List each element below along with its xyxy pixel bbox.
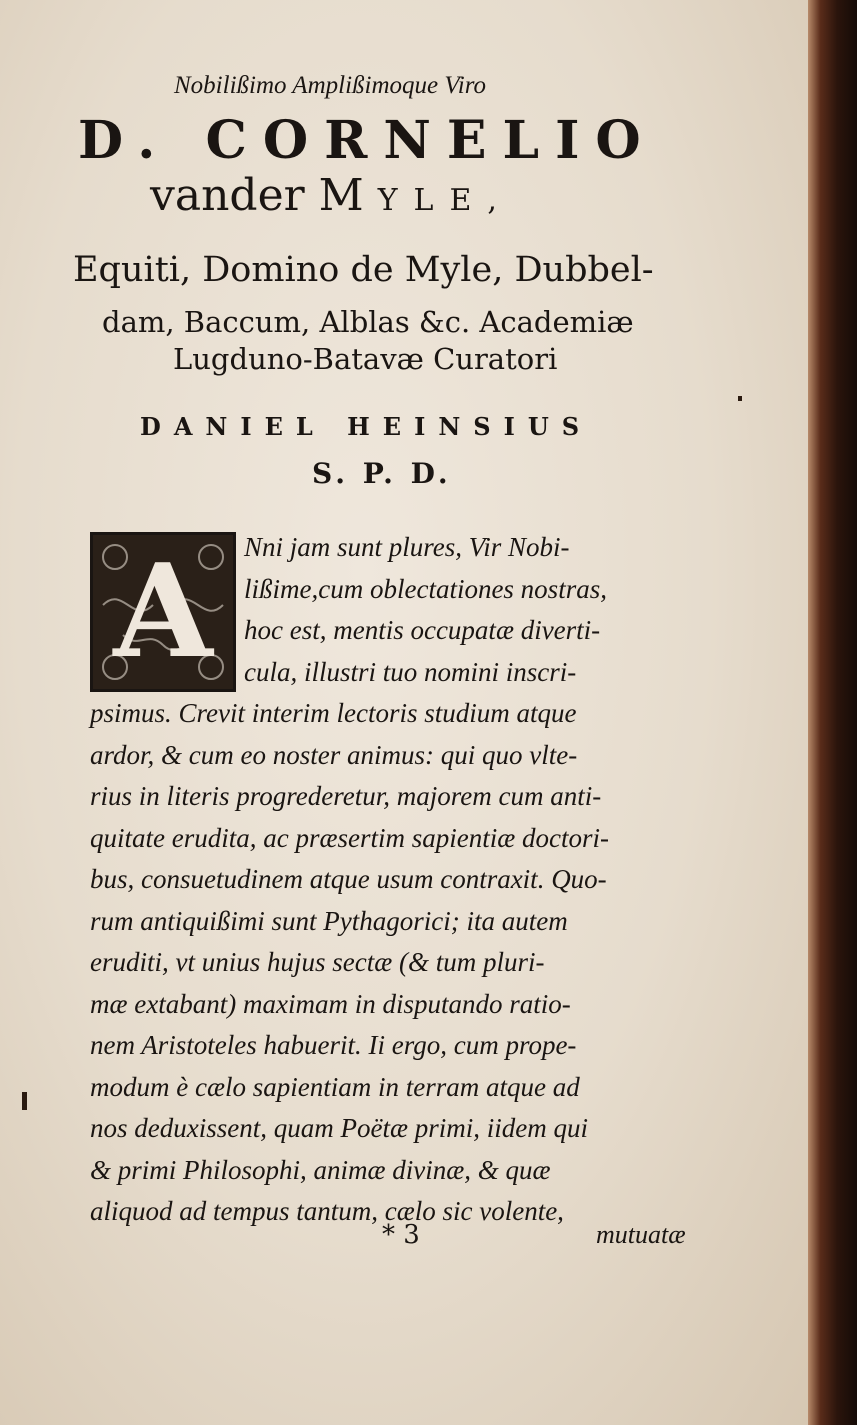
body-line-6: ardor, & cum eo noster animus: qui quo vlte-: [90, 740, 578, 770]
body-line-10: rum antiquißimi sunt Pythagorici; ita autem: [90, 906, 568, 936]
name-line-2-caps: YLE,: [377, 183, 513, 218]
body-line-3: hoc est, mentis occupatæ diverti-: [244, 615, 601, 645]
body-line-12: mæ extabant) maximam in disputando ratio-: [90, 989, 571, 1019]
body-line-17: aliquod ad tempus tantum, cælo sic volente,: [90, 1196, 564, 1226]
book-gutter: [808, 0, 857, 1425]
name-line-2: [150, 170, 513, 221]
ink-speck: [22, 1092, 27, 1110]
body-line-11: eruditi, vt unius hujus sectæ (& tum pluri-: [90, 947, 545, 977]
ink-speck: [738, 396, 742, 401]
body-line-1: Nni jam sunt plures, Vir Nobi-: [244, 532, 570, 562]
body-line-2: lißime,cum oblectationes nostras,: [244, 574, 607, 604]
body-line-5: psimus. Crevit interim lectoris studium atque: [90, 698, 577, 728]
title-line-3: Lugduno-Batavæ Curatori: [173, 342, 558, 376]
body-line-7: rius in literis progrederetur, majorem cum anti-: [90, 781, 602, 811]
name-line-1: D. CORNELIO: [78, 110, 657, 171]
body-line-13: nem Aristoteles habuerit. Ii ergo, cum prope-: [90, 1030, 577, 1060]
title-line-1: Equiti, Domino de Myle, Dubbel-: [73, 250, 654, 290]
catchword: mutuatæ: [596, 1220, 686, 1249]
decorated-initial: [90, 532, 236, 692]
body-line-8: quitate erudita, ac præsertim sapientiæ doctori-: [90, 823, 609, 853]
body-line-14: modum è cælo sapientiam in terram atque ad: [90, 1072, 580, 1102]
body-line-16: & primi Philosophi, animæ divinæ, & quæ: [90, 1155, 551, 1185]
salutation-line: S. P. D.: [312, 457, 452, 490]
dedication-line: Nobilißimo Amplißimoque Viro: [174, 72, 487, 99]
name-line-2-prefix: vander M: [150, 170, 364, 221]
initial-letter: A: [113, 537, 213, 687]
author-line: DANIEL HEINSIUS: [140, 412, 593, 441]
signature-mark: * 3: [382, 1220, 420, 1250]
body-line-15: nos deduxissent, quam Poëtæ primi, iidem qui: [90, 1113, 588, 1143]
body-line-4: cula, illustri tuo nomini inscri-: [244, 657, 577, 687]
title-line-2: dam, Baccum, Alblas &c. Academiæ: [102, 305, 634, 339]
body-line-9: bus, consuetudinem atque usum contraxit. Quo-: [90, 864, 607, 894]
